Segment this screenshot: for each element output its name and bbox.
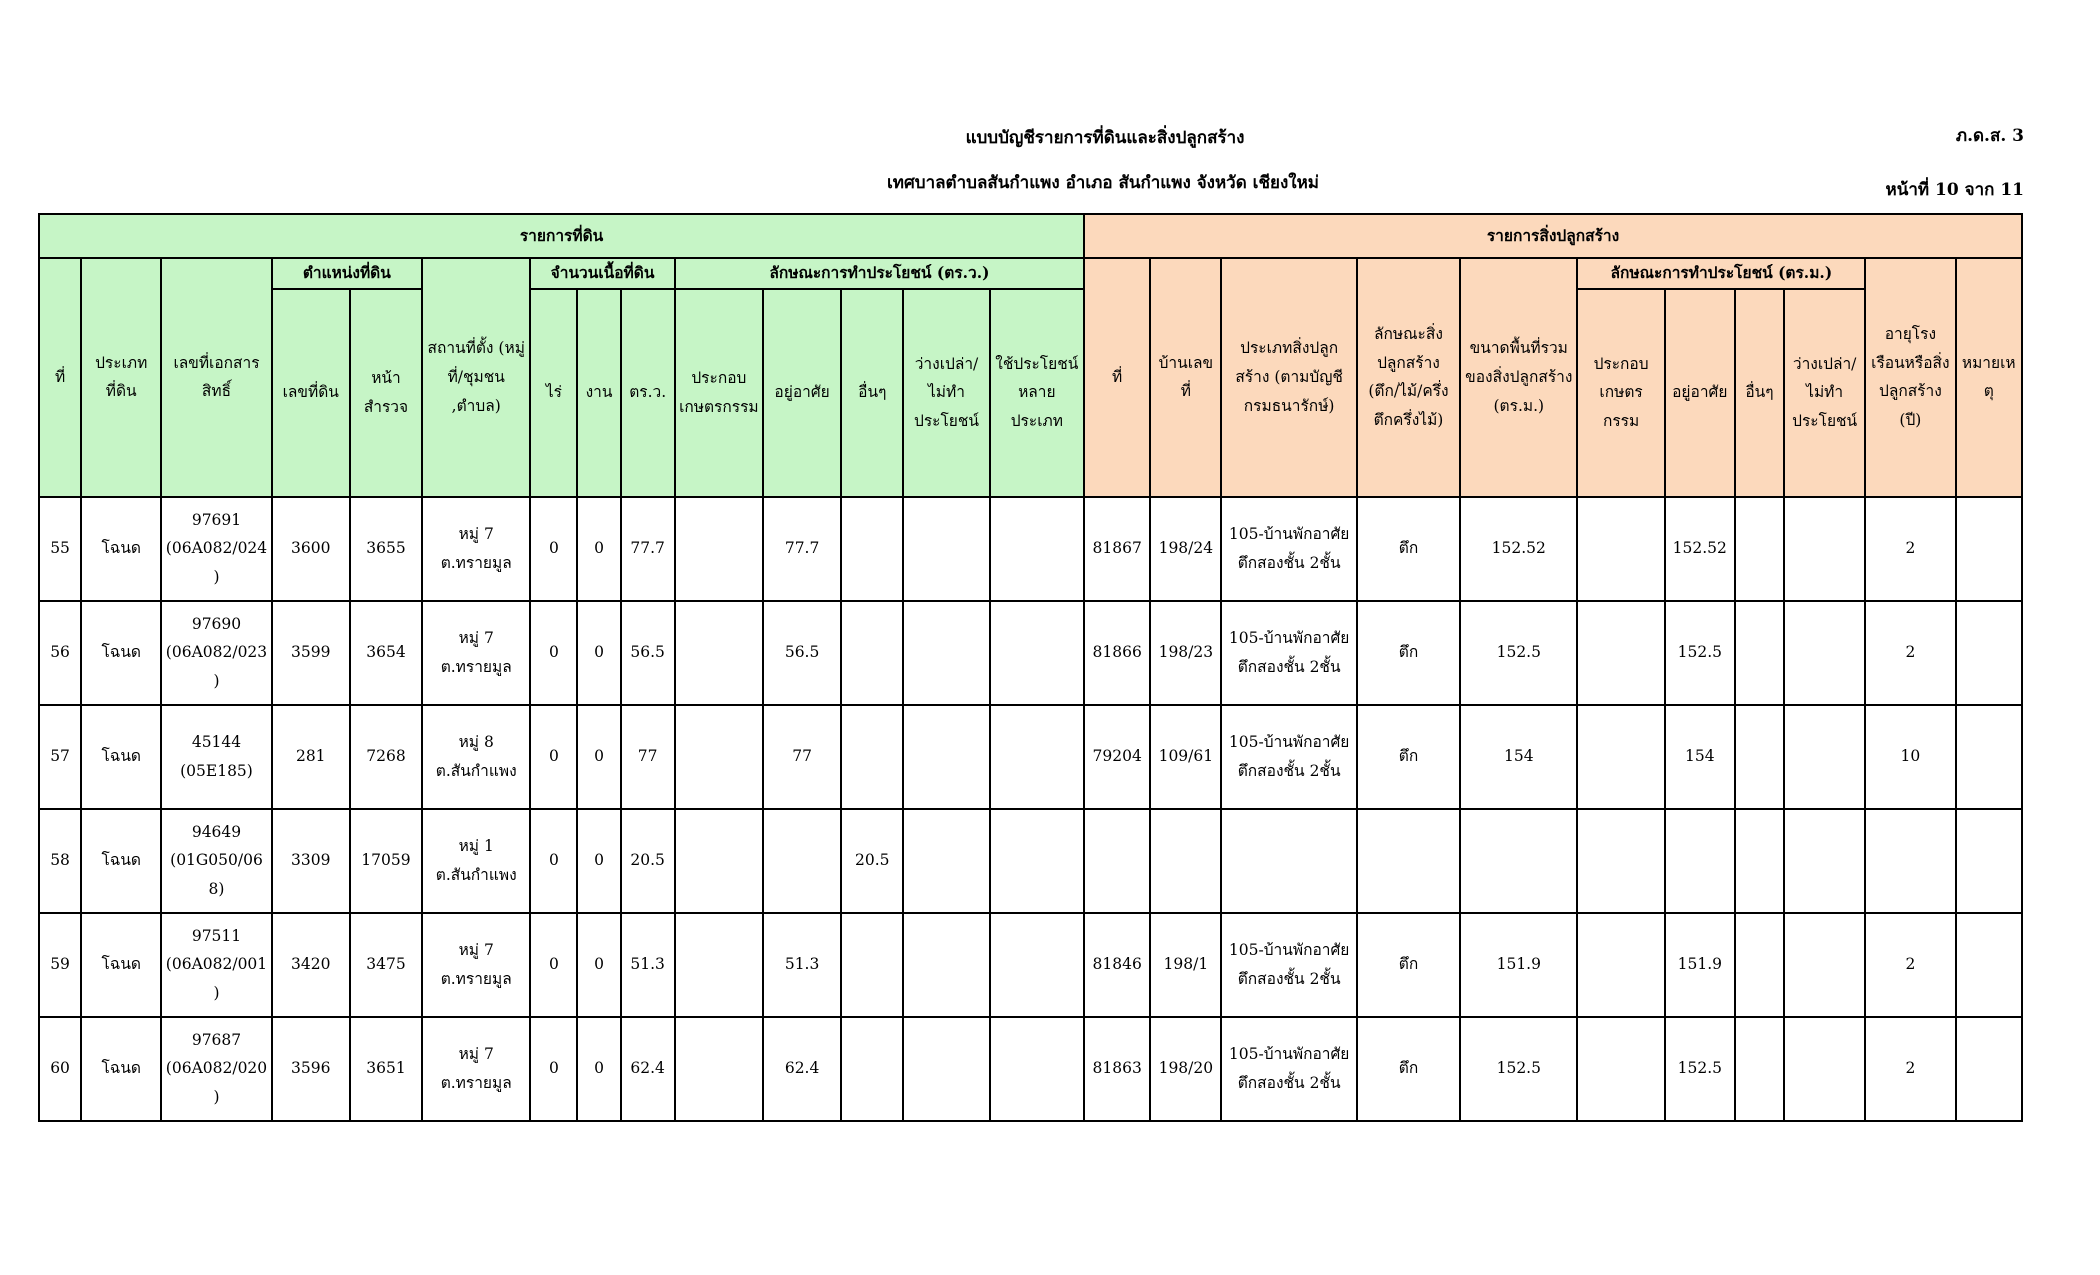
cell-ngan: 0 [577,497,620,601]
cell-land-agri [675,809,763,913]
cell-bld-agri [1577,601,1664,705]
col-building-age: อายุโรงเรือนหรือสิ่งปลูกสร้าง (ปี) [1865,258,1955,497]
cell-bld-agri [1577,809,1664,913]
building-section-header: รายการสิ่งปลูกสร้าง [1084,214,2022,258]
document-title: แบบบัญชีรายการที่ดินและสิ่งปลูกสร้าง [965,128,1245,148]
col-sqwa: ตร.ว. [621,289,675,497]
cell-no: 55 [39,497,81,601]
col-building-nature: ลักษณะสิ่งปลูกสร้าง (ตึก/ไม้/ครึ่งตึกครึ่งไม้) [1357,258,1460,497]
deed-number: 45144 [191,733,242,751]
cell-bld-area: 152.5 [1460,1017,1577,1121]
cell-bld-type: 105-บ้านพักอาศัยตึกสองชั้น 2ชั้น [1221,705,1356,809]
cell-survey: 17059 [350,809,422,913]
cell-land-res: 51.3 [763,913,841,1017]
cell-land-vacant [903,705,989,809]
cell-bld-nature: ตึก [1357,601,1460,705]
cell-type: โฉนด [81,705,161,809]
cell-bld-res: 152.52 [1665,497,1735,601]
cell-no: 56 [39,601,81,705]
col-survey-page: หน้าสำรวจ [350,289,422,497]
col-parcel-no: เลขที่ดิน [272,289,350,497]
cell-bld-area: 154 [1460,705,1577,809]
cell-remark [1956,601,2023,705]
cell-ngan: 0 [577,601,620,705]
cell-type: โฉนด [81,601,161,705]
col-rai: ไร่ [530,289,577,497]
table-row [39,913,2022,1017]
cell-remark [1956,497,2023,601]
cell-bld-type: 105-บ้านพักอาศัยตึกสองชั้น 2ชั้น [1221,497,1356,601]
cell-bld-res: 151.9 [1665,913,1735,1017]
cell-sqwa: 62.4 [621,1017,675,1121]
cell-sqwa: 51.3 [621,913,675,1017]
cell-land-mixed [990,1017,1084,1121]
cell-rai: 0 [530,913,577,1017]
deed-code: (06A082/024) [165,539,268,586]
cell-bld-area [1460,809,1577,913]
cell-parcel: 281 [272,705,350,809]
cell-land-mixed [990,601,1084,705]
cell-survey: 7268 [350,705,422,809]
cell-bld-no: 81867 [1084,497,1150,601]
cell-survey: 3475 [350,913,422,1017]
cell-bld-agri [1577,705,1664,809]
cell-location: หมู่ 7 ต.ทรายมูล [422,1017,530,1121]
cell-bld-vacant [1784,913,1865,1017]
cell-land-res: 56.5 [763,601,841,705]
land-section-header: รายการที่ดิน [39,214,1084,258]
col-land-use-res: อยู่อาศัย [763,289,841,497]
col-bld-use-agri: ประกอบเกษตร กรรม [1577,289,1664,497]
cell-land-other [841,913,903,1017]
cell-land-res [763,809,841,913]
col-land-use-group: ลักษณะการทำประโยชน์ (ตร.ว.) [675,258,1084,289]
table-row [39,497,2022,601]
deed-number: 94649 [191,822,242,841]
cell-land-agri [675,601,763,705]
cell-bld-nature: ตึก [1357,705,1460,809]
cell-location: หมู่ 7 ต.ทรายมูล [422,601,530,705]
cell-parcel: 3599 [272,601,350,705]
deed-code: (01G050/068) [170,851,263,898]
cell-bld-type: 105-บ้านพักอาศัยตึกสองชั้น 2ชั้น [1221,601,1356,705]
cell-land-vacant [903,809,989,913]
deed-number: 97687 [191,1030,242,1049]
cell-land-vacant [903,1017,989,1121]
cell-bld-vacant [1784,705,1865,809]
col-bld-use-res: อยู่อาศัย [1665,289,1735,497]
cell-bld-area: 152.52 [1460,497,1577,601]
cell-land-agri [675,497,763,601]
cell-parcel: 3309 [272,809,350,913]
col-location: สถานที่ตั้ง (หมู่ที่/ชุมชน ,ตำบล) [422,258,530,497]
col-land-use-other: อื่นๆ [841,289,903,497]
cell-rai: 0 [530,705,577,809]
cell-bld-res: 152.5 [1665,1017,1735,1121]
cell-sqwa: 77.7 [621,497,675,601]
cell-survey: 3655 [350,497,422,601]
cell-land-mixed [990,809,1084,913]
cell-deed [161,1017,271,1121]
cell-survey: 3651 [350,1017,422,1121]
cell-survey: 3654 [350,601,422,705]
cell-bld-other [1735,1017,1784,1121]
cell-location: หมู่ 7 ต.ทรายมูล [422,497,530,601]
cell-rai: 0 [530,497,577,601]
municipality-subtitle: เทศบาลตำบลสันกำแพง อำเภอ สันกำแพง จังหวัด เชียงใหม่ [887,173,1319,193]
deed-code: (05E185) [180,761,253,780]
col-bld-use-vacant: ว่างเปล่า/ไม่ทำประโยชน์ [1784,289,1865,497]
cell-parcel: 3600 [272,497,350,601]
cell-no: 58 [39,809,81,913]
cell-deed [161,497,271,601]
cell-land-vacant [903,601,989,705]
cell-bld-no: 81846 [1084,913,1150,1017]
cell-land-agri [675,1017,763,1121]
form-code: ภ.ด.ส. 3 [1955,126,2024,146]
col-land-use-agri: ประกอบเกษตรกรรม [675,289,763,497]
cell-rai: 0 [530,601,577,705]
cell-land-res: 77 [763,705,841,809]
col-remark: หมายเหตุ [1956,258,2023,497]
cell-bld-agri [1577,1017,1664,1121]
deed-number: 97690 [191,614,242,633]
cell-bld-res [1665,809,1735,913]
col-house-no: บ้านเลขที่ [1150,258,1221,497]
cell-bld-type [1221,809,1356,913]
cell-bld-type: 105-บ้านพักอาศัยตึกสองชั้น 2ชั้น [1221,913,1356,1017]
col-building-area: ขนาดพื้นที่รวมของสิ่งปลูกสร้าง (ตร.ม.) [1460,258,1577,497]
cell-bld-other [1735,913,1784,1017]
cell-bld-vacant [1784,601,1865,705]
cell-bld-other [1735,497,1784,601]
col-building-no: ที่ [1084,258,1150,497]
cell-land-agri [675,913,763,1017]
cell-bld-vacant [1784,809,1865,913]
cell-land-other [841,705,903,809]
cell-land-other: 20.5 [841,809,903,913]
col-building-use-group: ลักษณะการทำประโยชน์ (ตร.ม.) [1577,258,1865,289]
cell-bld-agri [1577,913,1664,1017]
cell-rai: 0 [530,809,577,913]
cell-no: 59 [39,913,81,1017]
col-ngan: งาน [577,289,620,497]
cell-age: 2 [1865,1017,1955,1121]
cell-bld-nature: ตึก [1357,497,1460,601]
cell-bld-nature [1357,809,1460,913]
cell-deed [161,913,271,1017]
cell-parcel: 3596 [272,1017,350,1121]
cell-type: โฉนด [81,1017,161,1121]
cell-bld-area: 151.9 [1460,913,1577,1017]
cell-location: หมู่ 1 ต.สันกำแพง [422,809,530,913]
cell-bld-res: 152.5 [1665,601,1735,705]
cell-house-no: 198/23 [1150,601,1221,705]
cell-no: 57 [39,705,81,809]
cell-house-no: 109/61 [1150,705,1221,809]
cell-bld-vacant [1784,497,1865,601]
page-number: หน้าที่ 10 จาก 11 [1885,180,2024,200]
col-land-use-vacant: ว่างเปล่า/ไม่ทำประโยชน์ [903,289,989,497]
cell-bld-no: 81866 [1084,601,1150,705]
cell-bld-agri [1577,497,1664,601]
cell-bld-res: 154 [1665,705,1735,809]
cell-remark [1956,809,2023,913]
deed-code: (06A082/001) [165,955,268,1002]
cell-remark [1956,1017,2023,1121]
cell-land-res: 62.4 [763,1017,841,1121]
cell-bld-area: 152.5 [1460,601,1577,705]
col-land-use-mixed: ใช้ประโยชน์หลายประเภท [990,289,1084,497]
cell-house-no [1150,809,1221,913]
cell-bld-no [1084,809,1150,913]
cell-house-no: 198/24 [1150,497,1221,601]
cell-land-res: 77.7 [763,497,841,601]
cell-land-mixed [990,705,1084,809]
cell-ngan: 0 [577,913,620,1017]
cell-deed [161,809,271,913]
cell-bld-other [1735,809,1784,913]
col-position-group: ตำแหน่งที่ดิน [272,258,422,289]
cell-no: 60 [39,1017,81,1121]
cell-land-other [841,601,903,705]
cell-ngan: 0 [577,1017,620,1121]
cell-sqwa: 56.5 [621,601,675,705]
cell-bld-type: 105-บ้านพักอาศัยตึกสองชั้น 2ชั้น [1221,1017,1356,1121]
cell-ngan: 0 [577,705,620,809]
deed-code: (06A082/023) [165,643,268,690]
cell-sqwa: 20.5 [621,809,675,913]
cell-age: 10 [1865,705,1955,809]
cell-land-vacant [903,497,989,601]
cell-location: หมู่ 7 ต.ทรายมูล [422,913,530,1017]
cell-land-other [841,1017,903,1121]
cell-bld-other [1735,705,1784,809]
cell-bld-no: 79204 [1084,705,1150,809]
col-land-no: ที่ [39,258,81,497]
col-land-type: ประเภทที่ดิน [81,258,161,497]
table-row [39,601,2022,705]
cell-ngan: 0 [577,809,620,913]
table-row [39,705,2022,809]
cell-parcel: 3420 [272,913,350,1017]
col-building-type: ประเภทสิ่งปลูกสร้าง (ตามบัญชีกรมธนารักษ์) [1221,258,1356,497]
deed-code: (06A082/020) [165,1059,268,1106]
cell-age: 2 [1865,497,1955,601]
cell-remark [1956,913,2023,1017]
deed-number: 97691 [191,510,242,529]
table-row [39,809,2022,913]
cell-bld-nature: ตึก [1357,913,1460,1017]
deed-number: 97511 [191,926,242,945]
cell-house-no: 198/1 [1150,913,1221,1017]
cell-remark [1956,705,2023,809]
cell-bld-no: 81863 [1084,1017,1150,1121]
cell-location: หมู่ 8 ต.สันกำแพง [422,705,530,809]
cell-deed [161,705,271,809]
cell-land-other [841,497,903,601]
cell-land-mixed [990,497,1084,601]
cell-bld-nature: ตึก [1357,1017,1460,1121]
cell-age: 2 [1865,601,1955,705]
col-deed-no: เลขที่เอกสารสิทธิ์ [161,258,271,497]
col-bld-use-other: อื่นๆ [1735,289,1784,497]
cell-rai: 0 [530,1017,577,1121]
table-row [39,1017,2022,1121]
cell-land-agri [675,705,763,809]
land-building-table [38,213,2023,1122]
cell-bld-vacant [1784,1017,1865,1121]
cell-bld-other [1735,601,1784,705]
cell-age: 2 [1865,913,1955,1017]
cell-land-vacant [903,913,989,1017]
cell-house-no: 198/20 [1150,1017,1221,1121]
cell-type: โฉนด [81,913,161,1017]
cell-sqwa: 77 [621,705,675,809]
col-area-group: จำนวนเนื้อที่ดิน [530,258,674,289]
cell-deed [161,601,271,705]
cell-land-mixed [990,913,1084,1017]
cell-type: โฉนด [81,497,161,601]
cell-type: โฉนด [81,809,161,913]
cell-age [1865,809,1955,913]
